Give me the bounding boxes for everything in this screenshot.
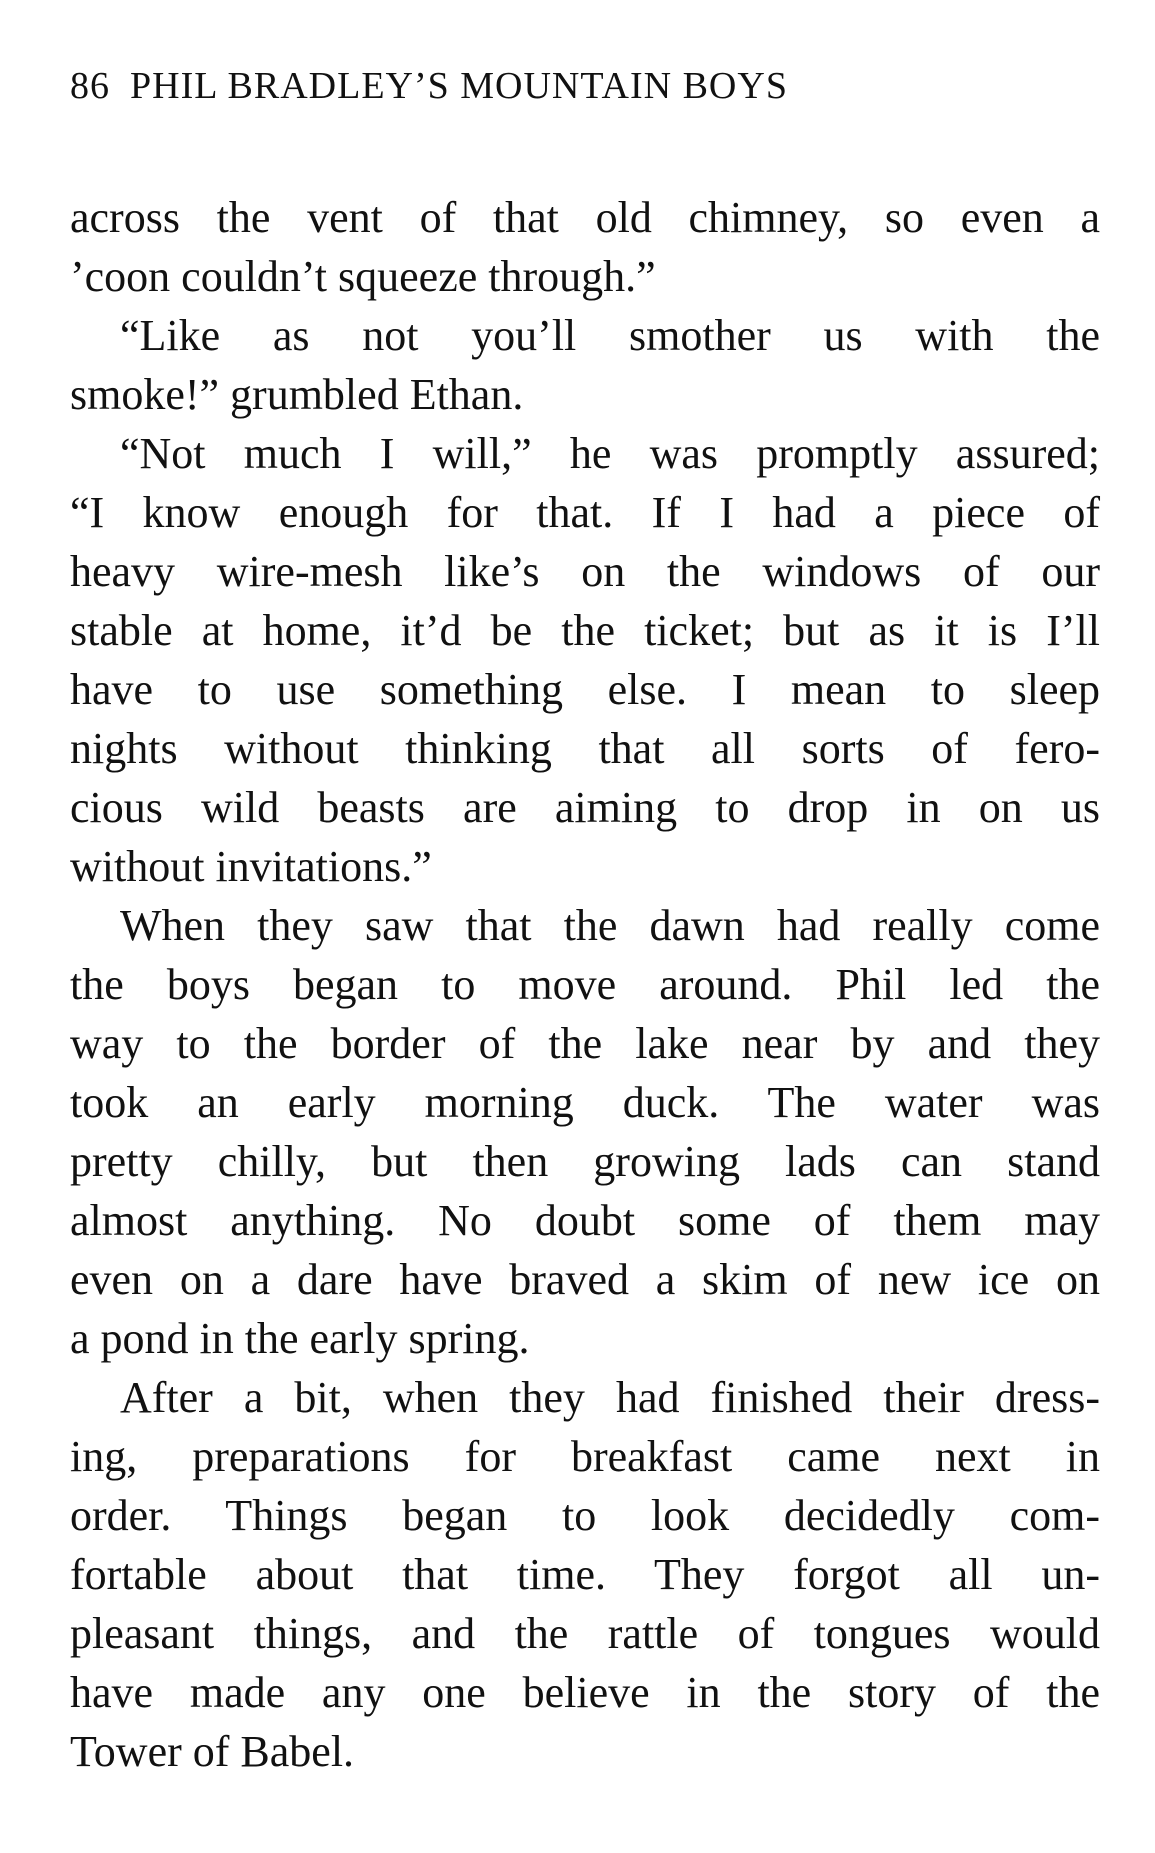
running-title: PHIL BRADLEY’S MOUNTAIN BOYS	[130, 65, 788, 107]
text-line: “Like as not you’ll smother us with the	[120, 311, 1100, 360]
text-line: took an early morning duck. The water was	[70, 1078, 1100, 1127]
text-line: way to the border of the lake near by and they	[70, 1019, 1100, 1068]
text-line: smoke!” grumbled Ethan.	[70, 370, 524, 419]
text-line: fortable about that time. They forgot all un-	[70, 1550, 1100, 1599]
text-line: order. Things began to look decidedly com-	[70, 1491, 1100, 1540]
text-line: heavy wire-mesh like’s on the windows of our	[70, 547, 1100, 596]
text-line: have made any one believe in the story of the	[70, 1668, 1100, 1717]
text-line: the boys began to move around. Phil led the	[70, 960, 1100, 1009]
text-line: ing, preparations for breakfast came next in	[70, 1432, 1100, 1481]
text-line: have to use something else. I mean to sleep	[70, 665, 1100, 714]
text-line: stable at home, it’d be the ticket; but as it is I’ll	[70, 606, 1100, 655]
text-line: “Not much I will,” he was promptly assured;	[120, 429, 1100, 478]
page-number: 86	[70, 65, 110, 107]
text-line: cious wild beasts are aiming to drop in on us	[70, 783, 1100, 832]
text-line: When they saw that the dawn had really come	[120, 901, 1100, 950]
text-line: After a bit, when they had finished their dress-	[120, 1373, 1100, 1422]
text-line: ’coon couldn’t squeeze through.”	[70, 252, 656, 301]
text-line: “I know enough for that. If I had a piece of	[70, 488, 1100, 537]
text-line: across the vent of that old chimney, so even a	[70, 193, 1100, 242]
running-header	[70, 56, 788, 116]
text-line: almost anything. No doubt some of them may	[70, 1196, 1100, 1245]
text-line: pleasant things, and the rattle of tongues would	[70, 1609, 1100, 1658]
body-text	[70, 188, 1100, 1781]
text-line: nights without thinking that all sorts of fero-	[70, 724, 1100, 773]
text-line: pretty chilly, but then growing lads can stand	[70, 1137, 1100, 1186]
text-line: Tower of Babel.	[70, 1727, 355, 1776]
text-line: a pond in the early spring.	[70, 1314, 530, 1363]
text-line: even on a dare have braved a skim of new ice on	[70, 1255, 1100, 1304]
text-line: without invitations.”	[70, 842, 432, 891]
page-content	[70, 50, 1100, 1830]
